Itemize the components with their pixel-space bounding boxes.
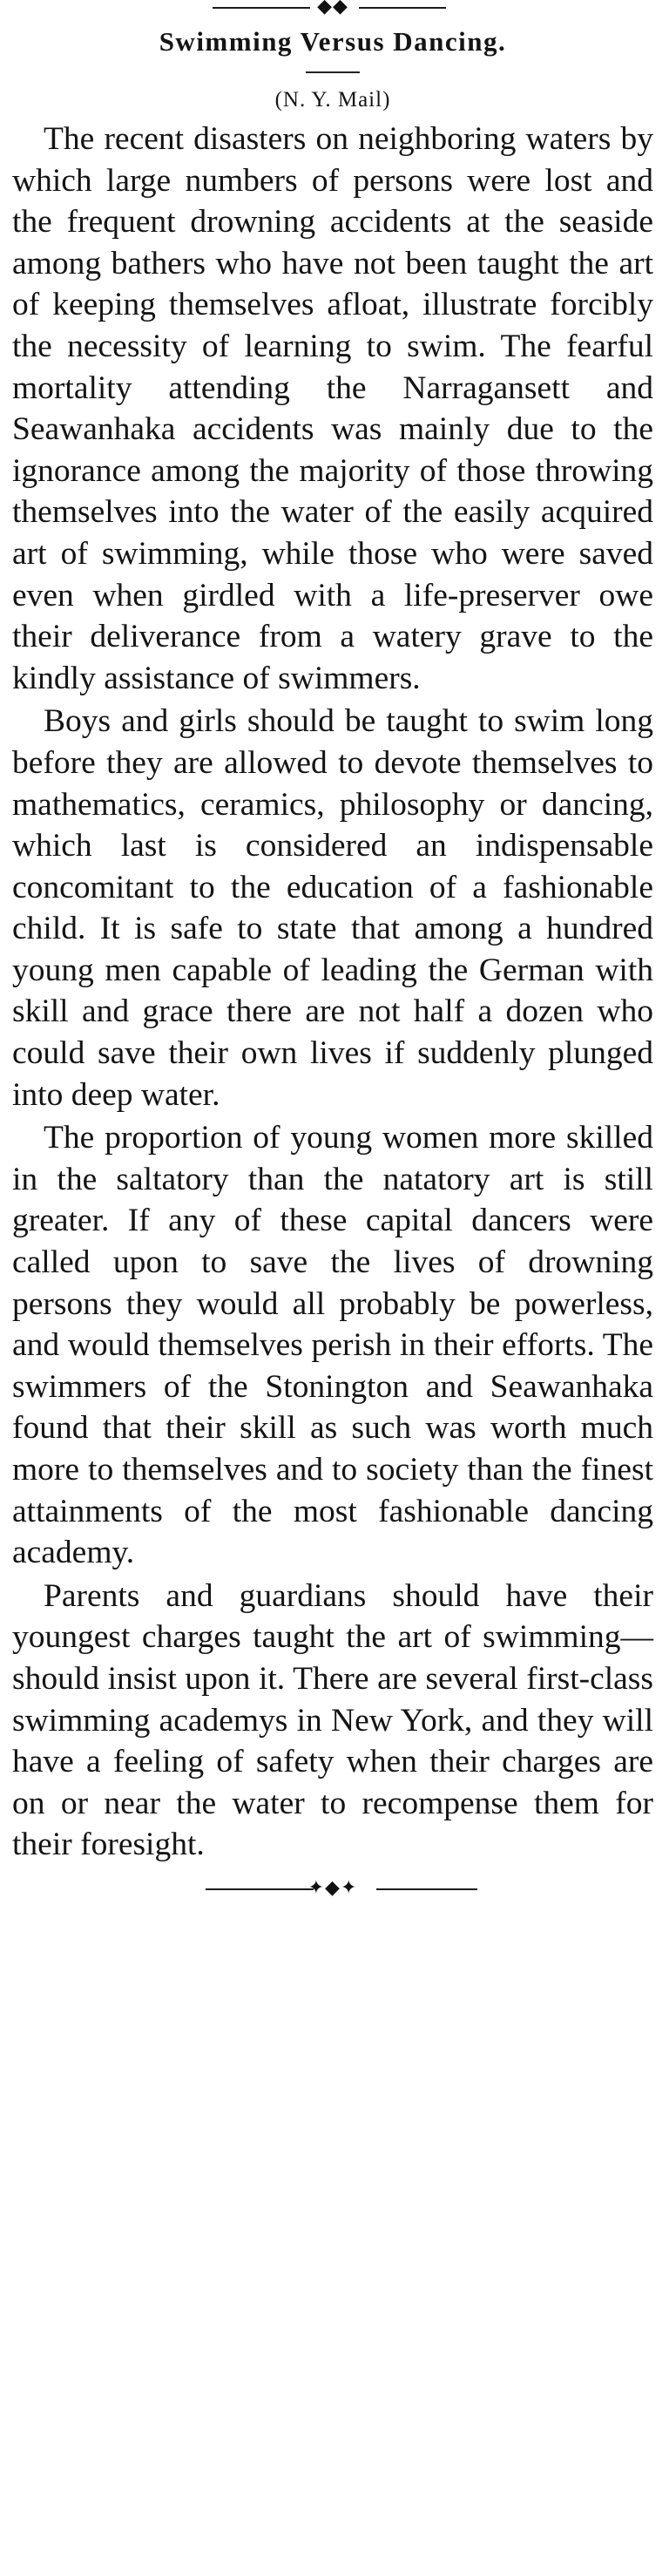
paragraph-2: Boys and girls should be taught to swim long before they are allowed to devote themselves to mathematics, ceramics, philosophy or dancing, which last is considered an indispensable concomitant to the education of a fashionable child. It is safe to state that among a hundred young men capable of leading the German with skill and grace there are not half a dozen who could save their own lives if suddenly plunged into deep water. <box>12 703 653 1113</box>
paragraph-3: The proportion of young women more skilled in the saltatory than the natatory art is still greater. If any of these capital dancers were called upon to save the lives of drowning persons they would all probably be powerless, and would themselves perish in their efforts. The swimmers of the Stonington and Seawanhaka found that their skill as such was worth much more to themselves and to society than the finest attainments of the most fashionable dancing academy. <box>12 1120 653 1571</box>
paragraph-4: Parents and guardians should have their youngest charges taught the art of swimming—should insist upon it. There are several first-class swimming academys in New York, and they will have a feeling of safety when their charges are on or near the water to recompense them for their foresight. <box>12 1577 653 1863</box>
ornament-rule-left <box>213 7 310 9</box>
article-headline: Swimming Versus Dancing. <box>159 26 507 57</box>
ornament-rule-left <box>206 1888 314 1890</box>
top-ornament-divider <box>12 0 653 19</box>
ornament-rule-right <box>359 7 446 9</box>
paragraph-1: The recent disasters on neighboring waters by which large numbers of persons were lost and the frequent drowning accidents at the seaside among bathers who have not been taught the art of keeping themselves afloat, illustrate forcibly the necessity of learning to swim. The fearful mortality attending the Narragansett and Seawanhaka accidents was mainly due to the ignorance among the majority of those throwing themselves into the water of the easily acquired art of swimming, while those who were saved even when girdled with a life-preserver owe their deliverance from a watery grave to the kindly assistance of swimmers. <box>12 121 653 696</box>
diamond-ornament-icon: ◆◆ <box>317 0 348 17</box>
article-source: (N. Y. Mail) <box>274 88 391 112</box>
ornament-rule-right <box>376 1888 477 1890</box>
bottom-ornament-divider <box>12 1876 653 1901</box>
dingbat-ornament-icon: ✦◆✦ <box>307 1876 358 1899</box>
headline-underline-rule <box>306 71 360 73</box>
article-body <box>12 119 653 1866</box>
